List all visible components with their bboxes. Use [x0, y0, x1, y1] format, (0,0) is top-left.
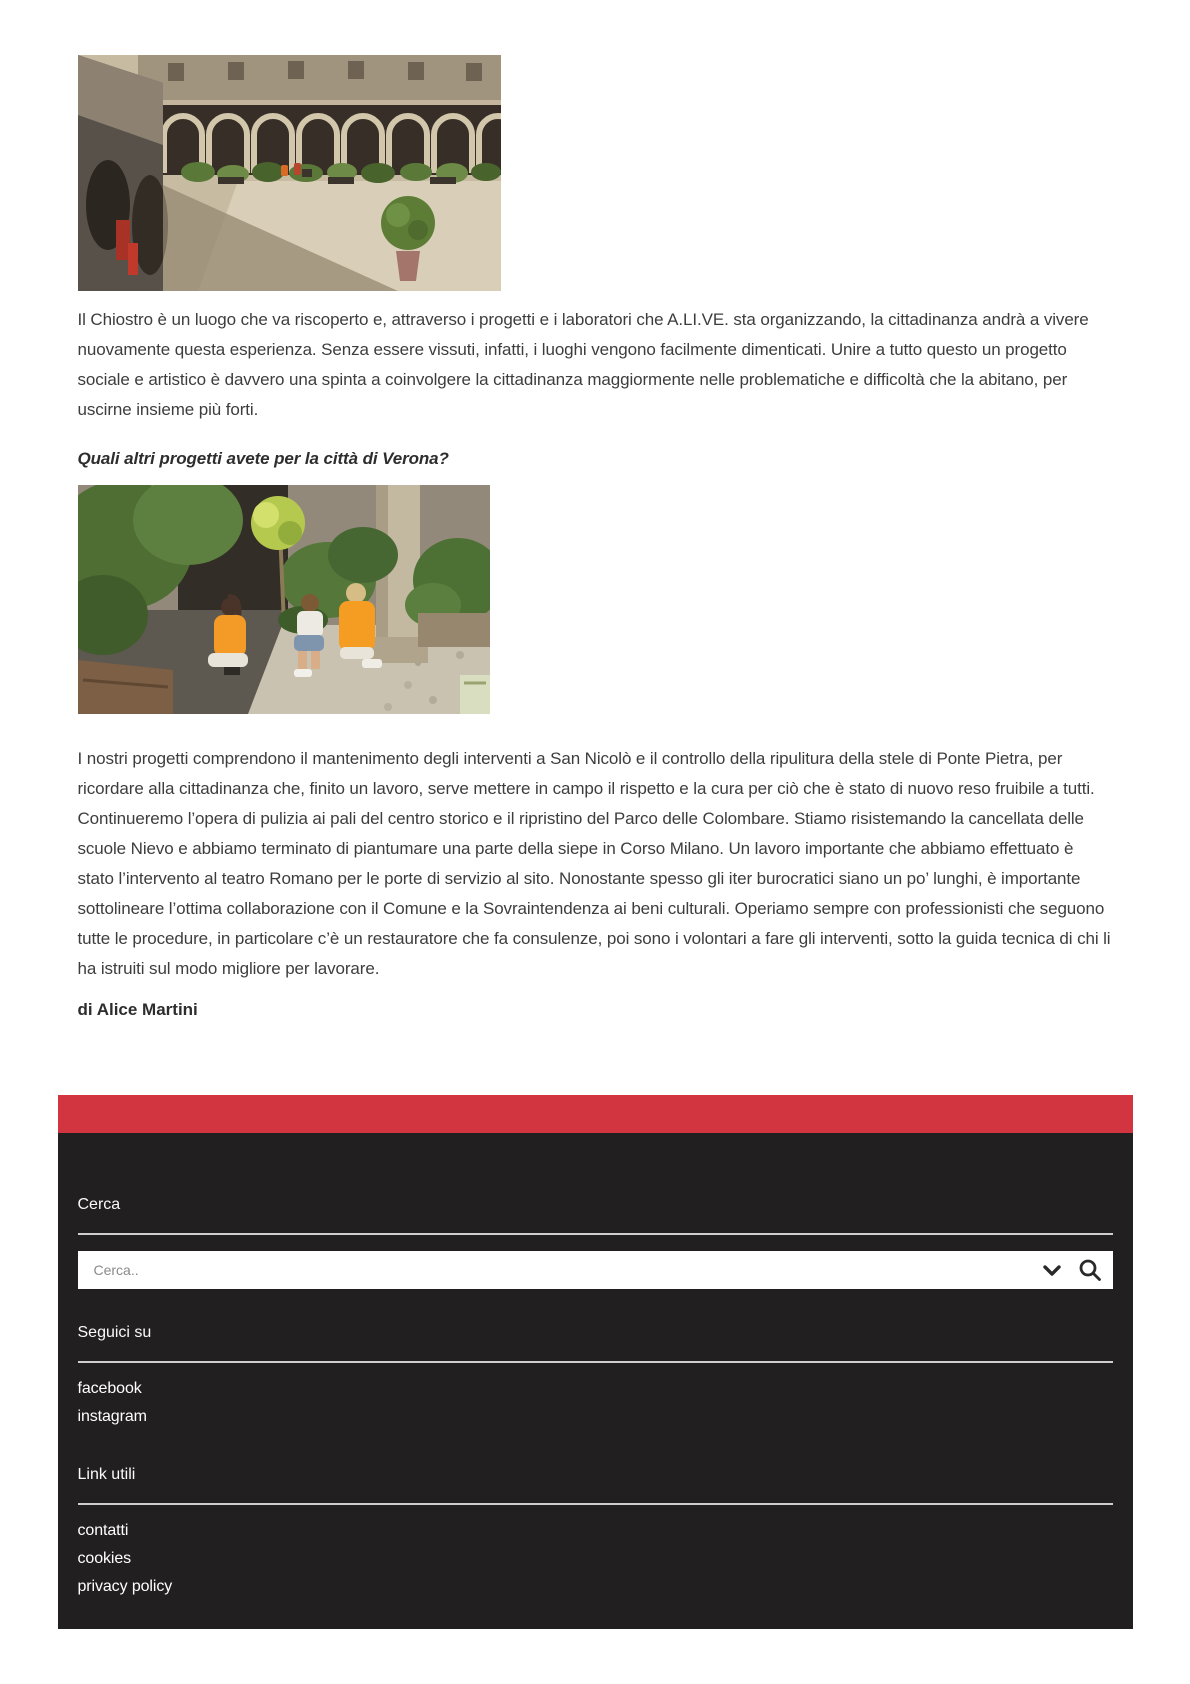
cloister-photo-illustration: [78, 55, 501, 291]
article-paragraph: Il Chiostro è un luogo che va riscoperto e, attraverso i progetti e i laboratori che A.LI.VE. sta organizzando, la cittadinanza andrà a vivere nuovamente questa esperienza. Senza essere vissuti, infatti, i luoghi vengono facilmente dimenticati. Unire a tutto questo un progetto sociale e artistico è davvero una spinta a coinvolgere la cittadinanza maggiormente nelle problematiche e difficoltà che la abitano, per uscirne insieme più forti.: [77, 310, 1089, 419]
article-image-volunteers: [78, 485, 1113, 714]
footer-useful-links-section: [78, 1465, 1113, 1601]
social-links: [78, 1375, 1113, 1431]
link-cookies[interactable]: cookies: [77, 1550, 132, 1567]
link-contatti[interactable]: contatti: [77, 1522, 129, 1539]
chevron-down-icon: [1040, 1258, 1064, 1282]
search-filter-toggle[interactable]: [1033, 1251, 1071, 1289]
useful-links: [78, 1517, 1113, 1601]
article-image-cloister: [78, 55, 1113, 291]
search-bar: [78, 1251, 1113, 1289]
article-paragraph: I nostri progetti comprendono il mantenimento degli interventi a San Nicolò e il controllo della ripulitura della stele di Ponte Pietra, per ricordare alla cittadinanza che, finito un lavoro, serve mettere in campo il rispetto e la cura per ciò che è stato di nuovo reso fruibile a tutti. Continueremo l’opera di pulizia ai pali del centro storico e il ripristino del Parco delle Colombare. Stiamo risistemando la cancellata delle scuole Nievo e abbiamo terminato di piantumare una parte della siepe in Corso Milano. Un lavoro importante che abbiamo effettuato è stato l’intervento al teatro Romano per le porte di servizio al sito. Nonostante spesso gli iter burocratici siano un po’ lunghi, è importante sottolineare l’ottima collaborazione con il Comune e la Sovraintendenza ai beni culturali. Operiamo sempre con professionisti che seguono tutte le procedure, in particolare c’è un restauratore che fa consulenze, poi sono i volontari a fare gli interventi, sotto la guida tecnica di chi li ha istruiti sul modo migliore per lavorare.: [77, 749, 1111, 978]
footer-search-section: [78, 1195, 1113, 1289]
volunteers-photo-illustration: [78, 485, 490, 714]
section-divider: [78, 1503, 1113, 1505]
search-icon: [1077, 1257, 1103, 1283]
search-submit-button[interactable]: [1071, 1251, 1109, 1289]
page-container: [58, 0, 1133, 1629]
search-input[interactable]: [78, 1251, 1113, 1289]
footer-search-heading: Cerca: [77, 1196, 121, 1213]
article-content: [58, 0, 1133, 1022]
link-instagram[interactable]: instagram: [77, 1408, 147, 1425]
section-divider: [78, 1233, 1113, 1235]
footer-accent-bar: [58, 1095, 1133, 1133]
footer-follow-section: [78, 1323, 1113, 1431]
link-privacy-policy[interactable]: privacy policy: [77, 1578, 173, 1595]
section-divider: [78, 1361, 1113, 1363]
footer-useful-heading: Link utili: [77, 1466, 136, 1483]
link-facebook[interactable]: facebook: [77, 1380, 142, 1397]
interview-question: Quali altri progetti avete per la città di Verona?: [77, 449, 449, 468]
footer-follow-heading: Seguici su: [77, 1324, 152, 1341]
page-footer: [58, 1133, 1133, 1629]
article-byline: di Alice Martini: [77, 1000, 198, 1019]
